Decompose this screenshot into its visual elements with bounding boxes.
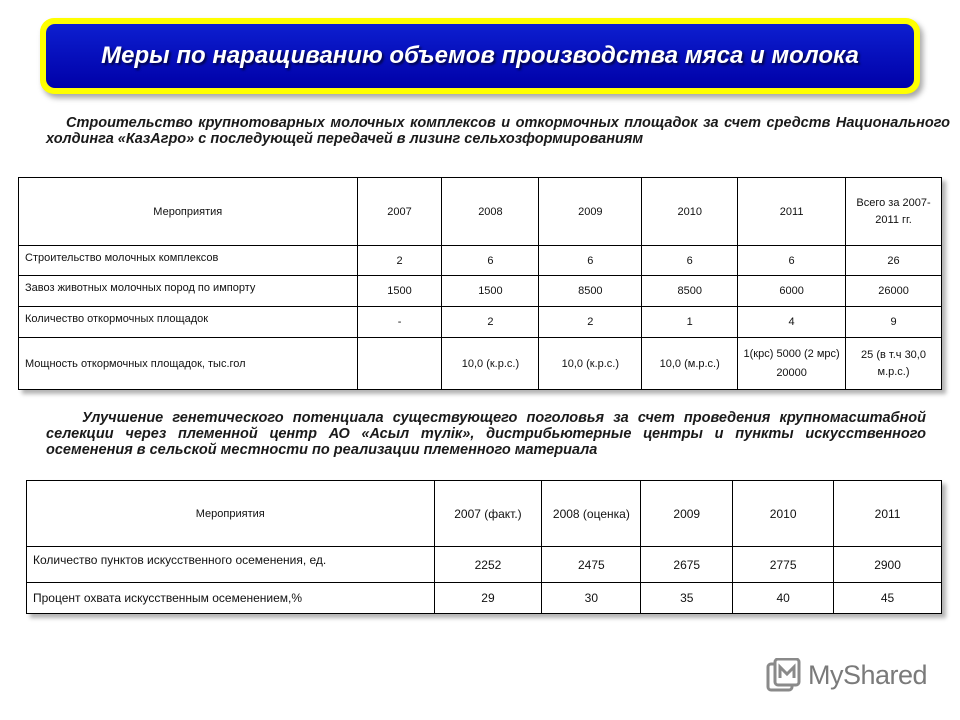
intro-paragraph-2-text: Улучшение генетического потенциала существующего поголовья за счет проведения крупномасштабной селекции через племенной центр АО «Асыл түлік», дистрибьютерные центры и пункты искусственного осеменения в сельской местности по реализации племенного материала [46, 410, 926, 458]
table-cell: 1500 [442, 276, 539, 307]
table-cell: 6 [738, 246, 846, 276]
table-row [27, 547, 942, 583]
table-cell: 6000 [738, 276, 846, 307]
table-cell: 6 [539, 246, 642, 276]
table-cell: - [357, 307, 442, 338]
table-header-cell: Мероприятия [19, 178, 358, 246]
table-row [19, 276, 942, 307]
table-cell: 25 (в т.ч 30,0 м.р.с.) [846, 338, 942, 390]
table-header-cell: 2007 [357, 178, 442, 246]
table-cell: 40 [733, 583, 834, 614]
table-header-cell: 2010 [733, 481, 834, 547]
table-cell: Завоз животных молочных пород по импорту [19, 276, 358, 307]
table-cell: 2675 [641, 547, 733, 583]
table-row [19, 307, 942, 338]
page-title: Меры по наращиванию объемов производства мяса и молока [101, 42, 859, 69]
table-header-cell: 2009 [641, 481, 733, 547]
table-header-cell: 2011 [738, 178, 846, 246]
table-cell: Мощность откормочных площадок, тыс.гол [19, 338, 358, 390]
table-header-cell: 2008 (оценка) [542, 481, 641, 547]
title-banner [40, 18, 920, 94]
table-header-cell: Мероприятия [27, 481, 435, 547]
table-cell: 2775 [733, 547, 834, 583]
table-cell: 10,0 (к.р.с.) [442, 338, 539, 390]
table-cell: 2475 [542, 547, 641, 583]
table-row [19, 246, 942, 276]
table-cell: 2252 [434, 547, 542, 583]
table-dairy-feedlots [18, 177, 942, 390]
table-header-cell: 2007 (факт.) [434, 481, 542, 547]
table-cell: 26000 [846, 276, 942, 307]
table-cell: 1(крс) 5000 (2 мрс) 20000 [738, 338, 846, 390]
table-cell: 9 [846, 307, 942, 338]
table-cell: 10,0 (м.р.с.) [642, 338, 738, 390]
table-cell: 8500 [539, 276, 642, 307]
intro-paragraph-1 [46, 115, 950, 147]
table-cell: 30 [542, 583, 641, 614]
table-cell: 2 [357, 246, 442, 276]
table-cell: 1 [642, 307, 738, 338]
table-cell: Количество откормочных площадок [19, 307, 358, 338]
table-cell: 2 [539, 307, 642, 338]
table-insemination [26, 480, 942, 614]
intro-paragraph-1-text: Строительство крупнотоварных молочных комплексов и откормочных площадок за счет средств Национального холдинга «КазАгро» с последующей передачей в лизинг сельхозформированиям [46, 115, 950, 147]
table-header-cell: 2008 [442, 178, 539, 246]
table-cell: 26 [846, 246, 942, 276]
intro-paragraph-2 [46, 410, 926, 458]
table-cell: 1500 [357, 276, 442, 307]
table-cell: 10,0 (к.р.с.) [539, 338, 642, 390]
table-cell: 45 [834, 583, 942, 614]
table-header-cell: Всего за 2007-2011 гг. [846, 178, 942, 246]
myshared-logo-text: MyShared [808, 659, 928, 690]
table-row [27, 583, 942, 614]
table-cell: 35 [641, 583, 733, 614]
table-header-cell: 2009 [539, 178, 642, 246]
table-cell: 29 [434, 583, 542, 614]
myshared-logo-icon [766, 658, 802, 692]
table-cell: 4 [738, 307, 846, 338]
table-header-row [19, 178, 942, 246]
table-header-cell: 2011 [834, 481, 942, 547]
table-cell: 6 [642, 246, 738, 276]
table-header-cell: 2010 [642, 178, 738, 246]
table-cell: 8500 [642, 276, 738, 307]
table-cell: 2 [442, 307, 539, 338]
title-banner-inner [46, 24, 914, 88]
table-cell: Строительство молочных комплексов [19, 246, 358, 276]
table-row [19, 338, 942, 390]
myshared-logo [766, 655, 927, 695]
table-cell [357, 338, 442, 390]
table-cell: Количество пунктов искусственного осеменения, ед. [27, 547, 435, 583]
table-header-row [27, 481, 942, 547]
table-cell: Процент охвата искусственным осеменением,% [27, 583, 435, 614]
table-cell: 2900 [834, 547, 942, 583]
table-cell: 6 [442, 246, 539, 276]
